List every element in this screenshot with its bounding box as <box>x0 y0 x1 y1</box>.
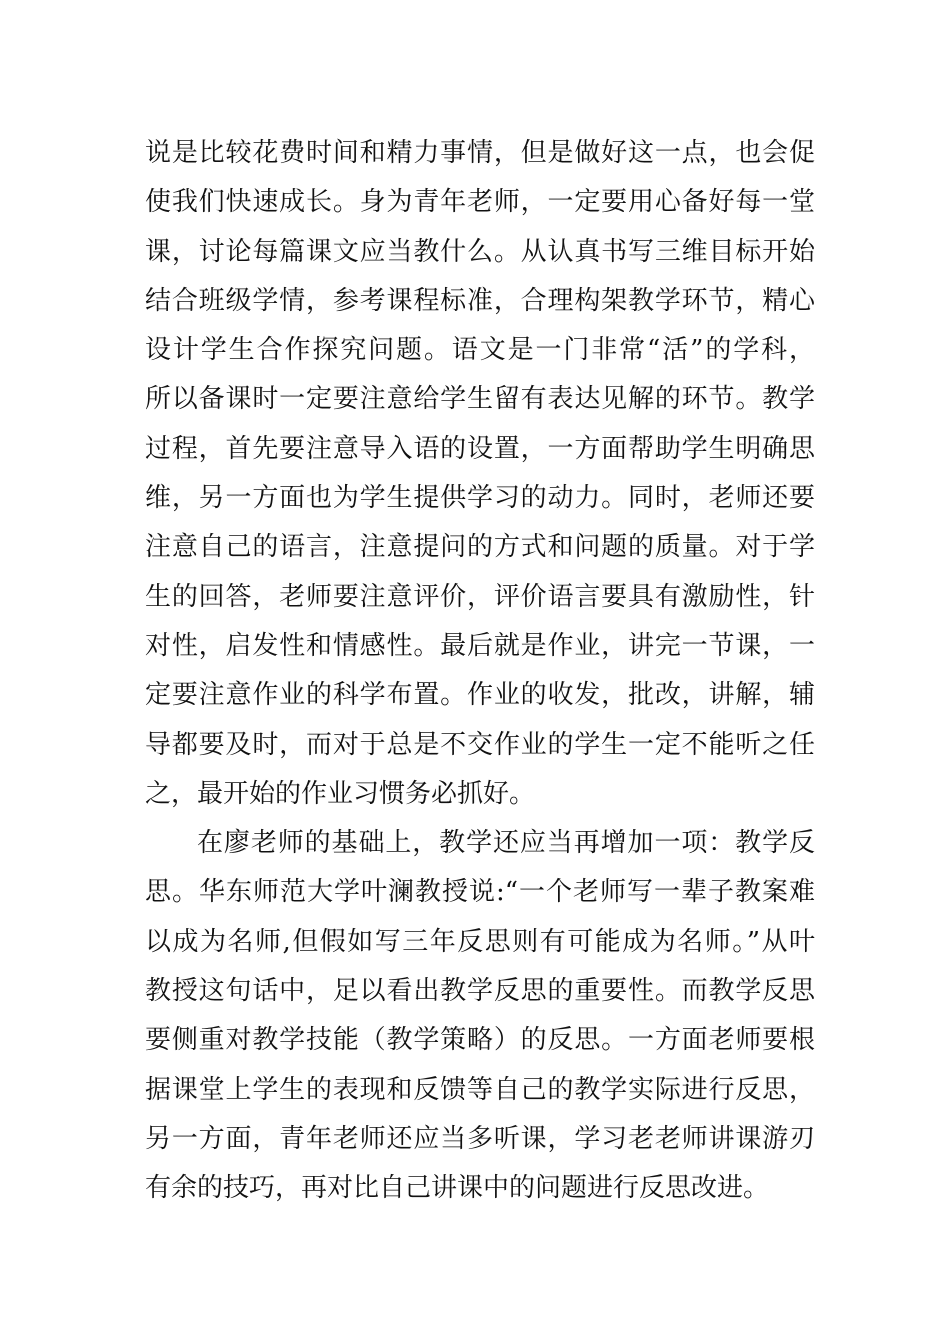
text-line: 定要注意作业的科学布置。作业的收发，批改，讲解，辅 <box>145 680 815 711</box>
text-line: 使我们快速成长。身为青年老师，一定要用心备好每一堂 <box>145 187 815 218</box>
text-line: 维，另一方面也为学生提供学习的动力。同时，老师还要 <box>145 483 815 514</box>
text-line: 导都要及时，而对于总是不交作业的学生一定不能听之任 <box>145 729 815 760</box>
text-line: 说是比较花费时间和精力事情，但是做好这一点，也会促 <box>145 138 815 168</box>
body-text <box>145 129 815 1214</box>
text-line: 设计学生合作探究问题。语文是一门非常“活”的学科， <box>145 335 815 366</box>
text-line: 对性，启发性和情感性。最后就是作业，讲完一节课，一 <box>145 630 815 661</box>
text-line: 在廖老师的基础上，教学还应当再增加一项：教学反 <box>197 828 815 859</box>
text-line: 有余的技巧，再对比自己讲课中的问题进行反思改进。 <box>145 1173 770 1204</box>
text-line: 教授这句话中，足以看出教学反思的重要性。而教学反思 <box>145 976 815 1007</box>
text-line: 注意自己的语言，注意提问的方式和问题的质量。对于学 <box>145 532 815 563</box>
text-line: 所以备课时一定要注意给学生留有表达见解的环节。教学 <box>145 384 815 415</box>
text-line: 之，最开始的作业习惯务必抓好。 <box>145 778 536 809</box>
paragraph-2 <box>145 819 815 1213</box>
text-line: 结合班级学情，参考课程标准，合理构架教学环节，精心 <box>145 285 815 316</box>
text-line: 生的回答，老师要注意评价，评价语言要具有激励性，针 <box>145 581 815 612</box>
text-line: 课，讨论每篇课文应当教什么。从认真书写三维目标开始 <box>145 236 815 267</box>
text-line: 据课堂上学生的表现和反馈等自己的教学实际进行反思， <box>145 1074 815 1105</box>
text-line: 要侧重对教学技能（教学策略）的反思。一方面老师要根 <box>145 1025 815 1056</box>
text-line: 思。华东师范大学叶澜教授说:“一个老师写一辈子教案难 <box>145 877 815 908</box>
text-line: 过程，首先要注意导入语的设置，一方面帮助学生明确思 <box>145 433 815 464</box>
text-line: 以成为名师,但假如写三年反思则有可能成为名师。”从叶 <box>145 926 815 957</box>
text-line: 另一方面，青年老师还应当多听课，学习老老师讲课游刃 <box>145 1123 815 1154</box>
paragraph-1 <box>145 129 815 819</box>
